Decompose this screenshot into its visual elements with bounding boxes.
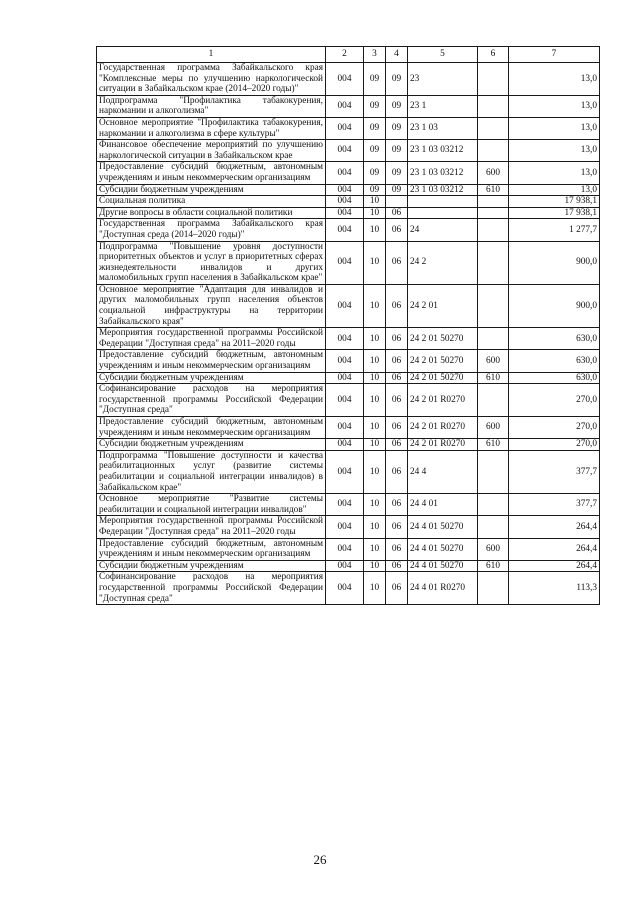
row-subsection: 09: [386, 95, 408, 117]
row-code: 004: [326, 184, 364, 196]
row-subsection: [386, 196, 408, 208]
row-expense-type: [478, 95, 509, 117]
table-row: [97, 417, 600, 439]
row-name: Субсидии бюджетным учреждениям: [97, 560, 326, 572]
row-name: Субсидии бюджетным учреждениям: [97, 439, 326, 451]
row-code: 004: [326, 207, 364, 219]
column-header-expense-type: 6: [478, 47, 509, 63]
row-name: Подпрограмма "Профилактика табакокурения, наркомании и алкоголизма": [97, 95, 326, 117]
row-amount: 270,0: [509, 417, 600, 439]
row-code: 004: [326, 572, 364, 605]
row-expense-type: [478, 140, 509, 162]
row-amount: 1 277,7: [509, 219, 600, 241]
row-code: 004: [326, 219, 364, 241]
row-target-article: 24 2 01 50270: [408, 372, 478, 384]
table-row: [97, 196, 600, 208]
row-target-article: 23 1 03: [408, 117, 478, 139]
row-subsection: 09: [386, 140, 408, 162]
row-name: Другие вопросы в области социальной политики: [97, 207, 326, 219]
row-code: 004: [326, 372, 364, 384]
row-section: 10: [364, 439, 386, 451]
row-amount: 13,0: [509, 63, 600, 96]
row-target-article: 23: [408, 63, 478, 96]
row-section: 10: [364, 207, 386, 219]
row-section: 10: [364, 372, 386, 384]
row-section: 10: [364, 538, 386, 560]
row-code: 004: [326, 95, 364, 117]
row-subsection: 06: [386, 284, 408, 327]
row-expense-type: [478, 450, 509, 493]
row-code: 004: [326, 450, 364, 493]
row-code: 004: [326, 439, 364, 451]
row-section: 10: [364, 196, 386, 208]
row-name: Основное мероприятие "Адаптация для инвалидов и других маломобильных групп населения объектов социальной инфраструктуры на территории Забайкальского края": [97, 284, 326, 327]
row-name: Субсидии бюджетным учреждениям: [97, 372, 326, 384]
row-subsection: 06: [386, 572, 408, 605]
row-name: Предоставление субсидий бюджетным, автономным учреждениям и иным некоммерческим организациям: [97, 162, 326, 184]
row-target-article: 23 1 03 03212: [408, 184, 478, 196]
row-name: Мероприятия государственной программы Российской Федерации "Доступная среда" на 2011–2020 годы: [97, 328, 326, 350]
row-section: 10: [364, 450, 386, 493]
row-expense-type: [478, 284, 509, 327]
row-target-article: 24 4 01 50270: [408, 516, 478, 538]
column-header-code: 2: [326, 47, 364, 63]
row-name: Предоставление субсидий бюджетным, автономным учреждениям и иным некоммерческим организациям: [97, 350, 326, 372]
row-amount: 900,0: [509, 284, 600, 327]
table-row: [97, 572, 600, 605]
row-subsection: 09: [386, 63, 408, 96]
row-code: 004: [326, 384, 364, 417]
row-section: 10: [364, 572, 386, 605]
row-expense-type: [478, 384, 509, 417]
row-code: 004: [326, 328, 364, 350]
row-amount: 17 938,1: [509, 207, 600, 219]
row-expense-type: [478, 328, 509, 350]
row-amount: 630,0: [509, 350, 600, 372]
row-name: Предоставление субсидий бюджетным, автономным учреждениям и иным некоммерческим организациям: [97, 538, 326, 560]
row-code: 004: [326, 241, 364, 284]
row-expense-type: 600: [478, 162, 509, 184]
row-amount: 113,3: [509, 572, 600, 605]
row-expense-type: [478, 63, 509, 96]
row-name: Подпрограмма "Повышение доступности и качества реабилитационных услуг (развитие системы реабилитации и социальной интеграции инвалидов) в Забайкальском крае": [97, 450, 326, 493]
table-row: [97, 284, 600, 327]
row-amount: 630,0: [509, 328, 600, 350]
table-header-row: [97, 47, 600, 63]
row-target-article: 24 2 01 50270: [408, 350, 478, 372]
row-expense-type: [478, 117, 509, 139]
row-target-article: 24 4 01 R0270: [408, 572, 478, 605]
row-expense-type: 600: [478, 350, 509, 372]
row-subsection: 06: [386, 417, 408, 439]
row-target-article: [408, 207, 478, 219]
row-target-article: 24 2: [408, 241, 478, 284]
row-amount: 270,0: [509, 384, 600, 417]
table-row: [97, 241, 600, 284]
row-section: 09: [364, 162, 386, 184]
row-subsection: 06: [386, 207, 408, 219]
row-subsection: 09: [386, 162, 408, 184]
table-row: [97, 95, 600, 117]
table-row: [97, 516, 600, 538]
row-amount: 264,4: [509, 516, 600, 538]
row-amount: 17 938,1: [509, 196, 600, 208]
row-section: 10: [364, 328, 386, 350]
column-header-target-article: 5: [408, 47, 478, 63]
table-row: [97, 117, 600, 139]
table-row: [97, 140, 600, 162]
row-code: 004: [326, 538, 364, 560]
table-row: [97, 350, 600, 372]
row-target-article: 24 4 01: [408, 494, 478, 516]
table-row: [97, 162, 600, 184]
row-section: 10: [364, 417, 386, 439]
row-target-article: 24 2 01: [408, 284, 478, 327]
row-section: 10: [364, 284, 386, 327]
table-row: [97, 219, 600, 241]
table-row: [97, 207, 600, 219]
row-code: 004: [326, 140, 364, 162]
row-code: 004: [326, 284, 364, 327]
row-amount: 13,0: [509, 162, 600, 184]
table-row: [97, 494, 600, 516]
row-section: 09: [364, 63, 386, 96]
row-target-article: [408, 196, 478, 208]
row-section: 09: [364, 140, 386, 162]
row-expense-type: 600: [478, 417, 509, 439]
row-expense-type: [478, 219, 509, 241]
row-amount: 630,0: [509, 372, 600, 384]
row-code: 004: [326, 516, 364, 538]
row-name: Подпрограмма "Повышение уровня доступности приоритетных объектов и услуг в приоритетных сферах жизнедеятельности инвалидов и других маломобильных групп населения в Забайкальском крае": [97, 241, 326, 284]
row-amount: 377,7: [509, 450, 600, 493]
row-code: 004: [326, 117, 364, 139]
row-name: Софинансирование расходов на мероприятия государственной программы Российской Федерации "Доступная среда": [97, 384, 326, 417]
row-amount: 270,0: [509, 439, 600, 451]
column-header-amount: 7: [509, 47, 600, 63]
row-section: 09: [364, 184, 386, 196]
row-target-article: 24 2 01 R0270: [408, 439, 478, 451]
column-header-section: 3: [364, 47, 386, 63]
row-expense-type: 610: [478, 439, 509, 451]
row-subsection: 06: [386, 372, 408, 384]
column-header-name: 1: [97, 47, 326, 63]
row-expense-type: 600: [478, 538, 509, 560]
row-target-article: 24 4 01 50270: [408, 560, 478, 572]
row-target-article: 24 2 01 R0270: [408, 384, 478, 417]
row-code: 004: [326, 417, 364, 439]
row-name: Финансовое обеспечение мероприятий по улучшению наркологической ситуации в Забайкальском крае: [97, 140, 326, 162]
row-target-article: 23 1 03 03212: [408, 162, 478, 184]
row-target-article: 23 1: [408, 95, 478, 117]
row-target-article: 24 4 01 50270: [408, 538, 478, 560]
row-subsection: 06: [386, 384, 408, 417]
row-section: 10: [364, 350, 386, 372]
row-target-article: 24 4: [408, 450, 478, 493]
row-amount: 264,4: [509, 538, 600, 560]
row-code: 004: [326, 560, 364, 572]
row-subsection: 06: [386, 516, 408, 538]
row-section: 09: [364, 117, 386, 139]
table-row: [97, 439, 600, 451]
row-expense-type: [478, 207, 509, 219]
row-code: 004: [326, 162, 364, 184]
row-amount: 13,0: [509, 95, 600, 117]
row-subsection: 06: [386, 241, 408, 284]
row-amount: 13,0: [509, 117, 600, 139]
row-name: Основное мероприятие "Профилактика табакокурения, наркомании и алкоголизма в сфере культуры": [97, 117, 326, 139]
row-expense-type: 610: [478, 184, 509, 196]
row-amount: 377,7: [509, 494, 600, 516]
row-name: Софинансирование расходов на мероприятия государственной программы Российской Федерации "Доступная среда": [97, 572, 326, 605]
table-row: [97, 560, 600, 572]
row-subsection: 09: [386, 184, 408, 196]
row-code: 004: [326, 350, 364, 372]
row-name: Социальная политика: [97, 196, 326, 208]
row-subsection: 06: [386, 494, 408, 516]
row-expense-type: 610: [478, 560, 509, 572]
table-row: [97, 184, 600, 196]
table-row: [97, 384, 600, 417]
row-name: Мероприятия государственной программы Российской Федерации "Доступная среда" на 2011–2020 годы: [97, 516, 326, 538]
row-amount: 264,4: [509, 560, 600, 572]
row-amount: 13,0: [509, 140, 600, 162]
column-header-subsection: 4: [386, 47, 408, 63]
table-body: [97, 63, 600, 605]
row-amount: 13,0: [509, 184, 600, 196]
row-section: 10: [364, 219, 386, 241]
row-expense-type: [478, 241, 509, 284]
row-expense-type: [478, 196, 509, 208]
page-number: 26: [313, 852, 327, 867]
table-row: [97, 372, 600, 384]
row-expense-type: [478, 516, 509, 538]
row-target-article: 23 1 03 03212: [408, 140, 478, 162]
row-amount: 900,0: [509, 241, 600, 284]
row-name: Предоставление субсидий бюджетным, автономным учреждениям и иным некоммерческим организациям: [97, 417, 326, 439]
row-code: 004: [326, 196, 364, 208]
row-name: Субсидии бюджетным учреждениям: [97, 184, 326, 196]
row-expense-type: [478, 572, 509, 605]
table-row: [97, 538, 600, 560]
budget-table: [96, 46, 600, 605]
row-subsection: 06: [386, 219, 408, 241]
row-section: 10: [364, 494, 386, 516]
row-subsection: 06: [386, 450, 408, 493]
row-expense-type: 610: [478, 372, 509, 384]
row-subsection: 06: [386, 350, 408, 372]
row-code: 004: [326, 494, 364, 516]
row-section: 10: [364, 241, 386, 284]
row-target-article: 24 2 01 50270: [408, 328, 478, 350]
row-target-article: 24 2 01 R0270: [408, 417, 478, 439]
row-section: 09: [364, 95, 386, 117]
row-subsection: 06: [386, 538, 408, 560]
row-subsection: 06: [386, 439, 408, 451]
row-name: Основное мероприятие "Развитие системы реабилитации и социальной интеграции инвалидов": [97, 494, 326, 516]
table-row: [97, 450, 600, 493]
row-expense-type: [478, 494, 509, 516]
table-row: [97, 63, 600, 96]
row-target-article: 24: [408, 219, 478, 241]
row-section: 10: [364, 560, 386, 572]
row-subsection: 06: [386, 560, 408, 572]
row-section: 10: [364, 384, 386, 417]
row-code: 004: [326, 63, 364, 96]
row-name: Государственная программа Забайкальского края "Доступная среда (2014–2020 годы)": [97, 219, 326, 241]
table-row: [97, 328, 600, 350]
row-subsection: 09: [386, 117, 408, 139]
row-subsection: 06: [386, 328, 408, 350]
row-section: 10: [364, 516, 386, 538]
row-name: Государственная программа Забайкальского края "Комплексные меры по улучшению наркологической ситуации в Забайкальском крае (2014–2020 годы)": [97, 63, 326, 96]
